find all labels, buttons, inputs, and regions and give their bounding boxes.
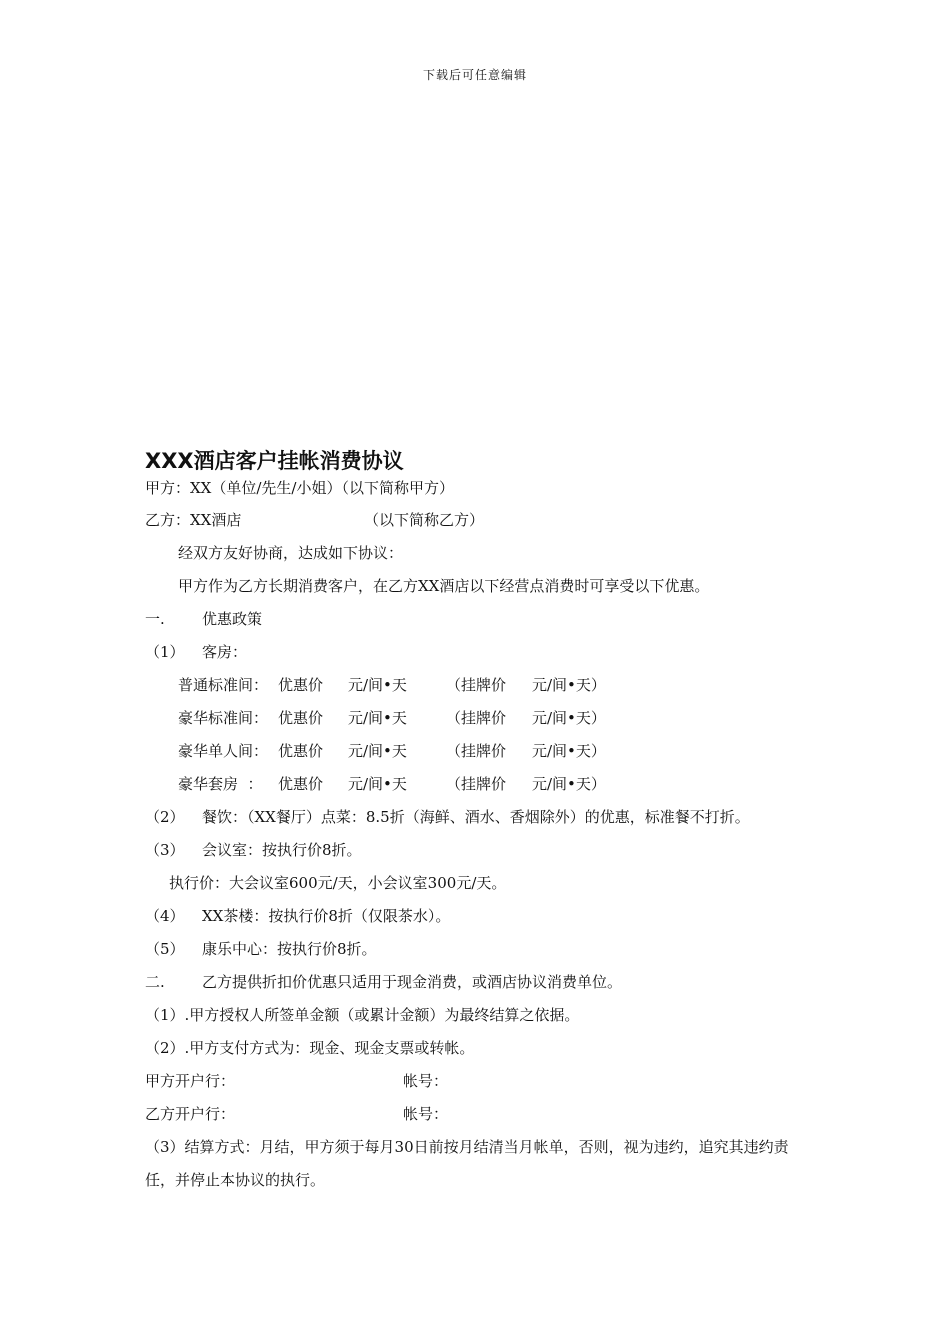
listed-price-label: （挂牌价 [446, 676, 507, 694]
section-number: 一. [145, 610, 165, 628]
clause-signed-amount: （1）.甲方授权人所签单金额（或累计金额）为最终结算之依据。 [145, 1006, 580, 1024]
section-title: 乙方提供折扣价优惠只适用于现金消费，或酒店协议消费单位。 [202, 973, 623, 991]
party-b-name: 乙方：XX酒店 [145, 511, 242, 529]
item-text: 会议室：按执行价8折。 [202, 841, 362, 859]
item-text: 餐饮：（XX餐厅）点菜：8.5折（海鲜、酒水、香烟除外）的优惠，标准餐不打折。 [202, 808, 750, 826]
account-label: 帐号： [403, 1072, 449, 1090]
document-title: XXX酒店客户挂帐消费协议 [145, 449, 404, 473]
room-type: 豪华标准间： [178, 709, 269, 727]
room-rate-row [145, 735, 825, 768]
item-number: （3） [145, 841, 185, 859]
listed-price-label: （挂牌价 [446, 742, 507, 760]
item-rooms-heading [145, 636, 825, 669]
party-b-alias: （以下简称乙方） [364, 511, 485, 529]
room-type: 豪华套房 ： [178, 775, 263, 793]
item-teahouse [145, 900, 825, 933]
offer-unit: 元/间•天 [348, 676, 407, 694]
item-meeting-room [145, 834, 825, 867]
offer-price-label: 优惠价 [278, 742, 324, 760]
listed-unit: 元/间•天） [532, 676, 606, 694]
bank-label: 甲方开户行： [145, 1072, 236, 1090]
account-label: 帐号： [403, 1105, 449, 1123]
section-number: 二. [145, 973, 165, 991]
room-rate-row [145, 702, 825, 735]
item-text: 康乐中心：按执行价8折。 [202, 940, 377, 958]
room-type: 豪华单人间： [178, 742, 269, 760]
item-number: （1） [145, 643, 185, 661]
bank-party-a [145, 1065, 825, 1098]
item-dining [145, 801, 825, 834]
offer-unit: 元/间•天 [348, 709, 407, 727]
intro-negotiation: 经双方友好协商，达成如下协议： [178, 544, 404, 562]
room-rate-row [145, 669, 825, 702]
item-number: （5） [145, 940, 185, 958]
item-text: 客房： [202, 643, 248, 661]
section-title: 优惠政策 [202, 610, 263, 628]
offer-unit: 元/间•天 [348, 742, 407, 760]
offer-price-label: 优惠价 [278, 775, 324, 793]
header-note: 下载后可任意编辑 [422, 68, 527, 82]
clause-payment-method: （2）.甲方支付方式为：现金、现金支票或转帐。 [145, 1039, 475, 1057]
listed-unit: 元/间•天） [532, 742, 606, 760]
party-b-line [145, 504, 825, 537]
offer-unit: 元/间•天 [348, 775, 407, 793]
agreement-document [145, 446, 825, 1197]
room-rate-row [145, 768, 825, 801]
bank-party-b [145, 1098, 825, 1131]
item-number: （4） [145, 907, 185, 925]
room-type: 普通标准间： [178, 676, 269, 694]
party-a-line: 甲方：XX（单位/先生/小姐）（以下简称甲方） [145, 479, 454, 497]
listed-unit: 元/间•天） [532, 775, 606, 793]
item-text: XX茶楼：按执行价8折（仅限茶水）。 [202, 907, 451, 925]
listed-price-label: （挂牌价 [446, 775, 507, 793]
execution-price-line: 执行价：大会议室600元/天，小会议室300元/天。 [169, 874, 507, 892]
listed-unit: 元/间•天） [532, 709, 606, 727]
offer-price-label: 优惠价 [278, 709, 324, 727]
bank-label: 乙方开户行： [145, 1105, 236, 1123]
section-two-heading [145, 966, 825, 999]
item-recreation [145, 933, 825, 966]
listed-price-label: （挂牌价 [446, 709, 507, 727]
clause-settlement: （3）结算方式：月结，甲方须于每月30日前按月结清当月帐单，否则，视为违约，追究其违约责任，并停止本协议的执行。 [145, 1138, 789, 1189]
item-number: （2） [145, 808, 185, 826]
section-one-heading [145, 603, 825, 636]
intro-long-term-customer: 甲方作为乙方长期消费客户，在乙方XX酒店以下经营点消费时可享受以下优惠。 [178, 577, 710, 595]
offer-price-label: 优惠价 [278, 676, 324, 694]
